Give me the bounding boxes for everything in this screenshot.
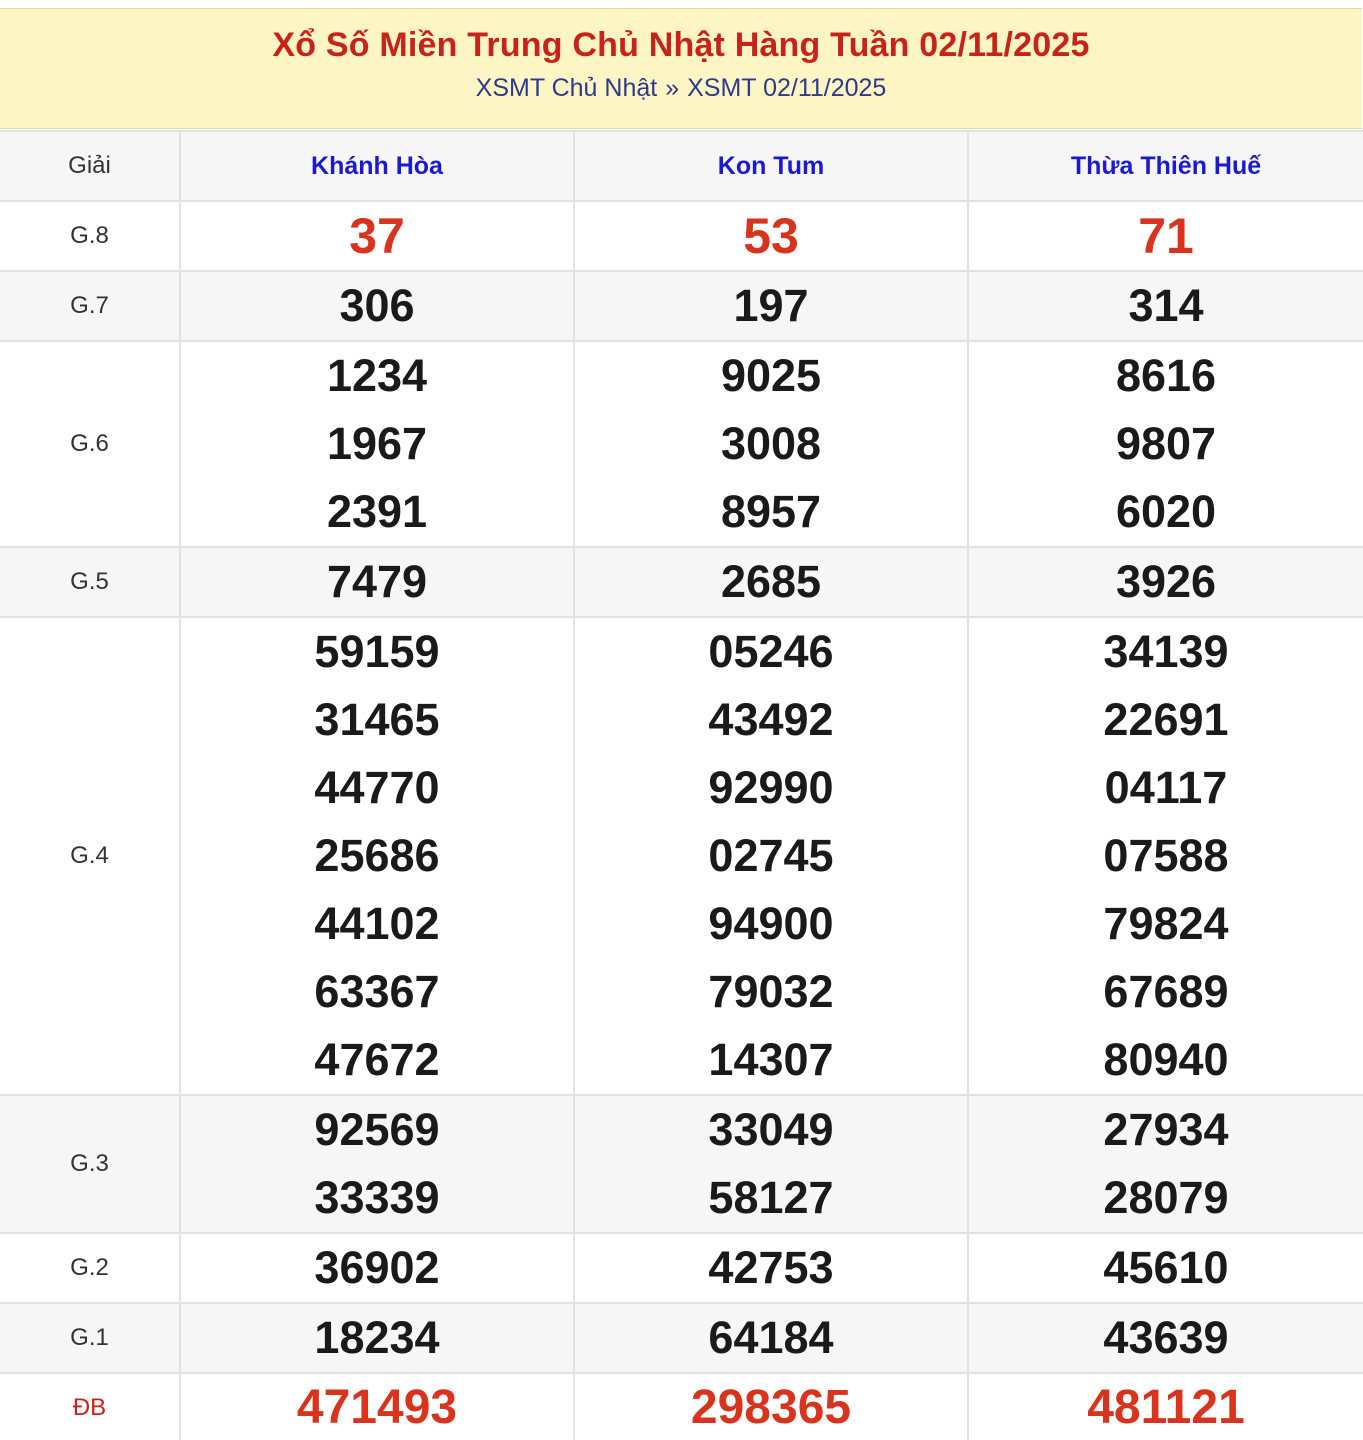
winning-number: 18234 bbox=[314, 1312, 440, 1363]
prize-cell bbox=[180, 1233, 574, 1303]
winning-number: 45610 bbox=[1103, 1242, 1229, 1293]
province-header-thua-thien-hue bbox=[968, 131, 1363, 201]
prize-label: ĐB bbox=[0, 1373, 180, 1440]
province-link-thua-thien-hue[interactable]: Thừa Thiên Huế bbox=[1070, 151, 1262, 180]
winning-number: 2391 bbox=[326, 486, 428, 537]
winning-number: 1967 bbox=[326, 418, 428, 469]
prize-label: G.2 bbox=[0, 1233, 180, 1303]
results-body bbox=[0, 201, 1363, 1440]
prize-row-g4 bbox=[0, 617, 1363, 1095]
prize-cell bbox=[968, 1095, 1363, 1233]
prize-label: G.5 bbox=[0, 547, 180, 617]
prize-label: G.3 bbox=[0, 1095, 180, 1233]
province-header-khanh-hoa bbox=[180, 131, 574, 201]
winning-number: 79032 bbox=[708, 966, 834, 1017]
prize-cell bbox=[968, 271, 1363, 341]
prize-cell bbox=[180, 1303, 574, 1373]
winning-number: 04117 bbox=[1104, 762, 1228, 813]
prize-row-g7 bbox=[0, 271, 1363, 341]
winning-number: 63367 bbox=[314, 966, 440, 1017]
winning-number: 8616 bbox=[1115, 350, 1217, 401]
prize-cell bbox=[180, 341, 574, 547]
winning-number: 80940 bbox=[1103, 1034, 1229, 1085]
winning-number: 79824 bbox=[1103, 898, 1229, 949]
winning-number: 33339 bbox=[314, 1172, 440, 1223]
winning-number: 42753 bbox=[708, 1242, 834, 1293]
winning-number: 05246 bbox=[708, 626, 834, 677]
prize-cell bbox=[180, 201, 574, 271]
page-title: Xổ Số Miền Trung Chủ Nhật Hàng Tuần 02/11/2025 bbox=[272, 26, 1090, 64]
prize-cell bbox=[968, 1373, 1363, 1440]
winning-number: 58127 bbox=[708, 1172, 834, 1223]
prize-cell bbox=[574, 1233, 968, 1303]
prize-cell bbox=[968, 1233, 1363, 1303]
winning-number: 22691 bbox=[1103, 694, 1229, 745]
prize-column-header: Giải bbox=[0, 131, 180, 201]
winning-number: 71 bbox=[1138, 208, 1194, 264]
winning-number: 47672 bbox=[314, 1034, 440, 1085]
winning-number: 67689 bbox=[1103, 966, 1229, 1017]
prize-row-g5 bbox=[0, 547, 1363, 617]
prize-cell bbox=[574, 271, 968, 341]
winning-number: 7479 bbox=[326, 556, 428, 607]
prize-row-g8 bbox=[0, 201, 1363, 271]
prize-row-g1 bbox=[0, 1303, 1363, 1373]
prize-cell bbox=[180, 617, 574, 1095]
winning-number: 33049 bbox=[708, 1104, 834, 1155]
prize-cell bbox=[968, 547, 1363, 617]
prize-cell bbox=[968, 617, 1363, 1095]
winning-number: 9025 bbox=[720, 350, 822, 401]
winning-number: 36902 bbox=[314, 1242, 440, 1293]
winning-number: 306 bbox=[339, 280, 415, 331]
winning-number: 2685 bbox=[720, 556, 822, 607]
winning-number: 31465 bbox=[314, 694, 440, 745]
winning-number: 34139 bbox=[1103, 626, 1229, 677]
prize-cell bbox=[180, 1373, 574, 1440]
winning-number: 197 bbox=[733, 280, 809, 331]
winning-number: 44770 bbox=[314, 762, 440, 813]
winning-number: 314 bbox=[1128, 280, 1204, 331]
prize-label: G.8 bbox=[0, 201, 180, 271]
prize-cell bbox=[574, 547, 968, 617]
breadcrumb-link-sunday[interactable]: XSMT Chủ Nhật bbox=[475, 74, 658, 102]
province-link-khanh-hoa[interactable]: Khánh Hòa bbox=[311, 151, 443, 180]
winning-number: 59159 bbox=[314, 626, 440, 677]
prize-cell bbox=[574, 617, 968, 1095]
prize-cell bbox=[180, 271, 574, 341]
prize-cell bbox=[968, 1303, 1363, 1373]
winning-number: 07588 bbox=[1103, 830, 1229, 881]
winning-number: 43492 bbox=[708, 694, 834, 745]
winning-number: 28079 bbox=[1103, 1172, 1229, 1223]
prize-cell bbox=[968, 201, 1363, 271]
winning-number: 481121 bbox=[1087, 1381, 1245, 1434]
winning-number: 471493 bbox=[296, 1381, 458, 1434]
prize-label: G.7 bbox=[0, 271, 180, 341]
prize-row-g3 bbox=[0, 1095, 1363, 1233]
winning-number: 92990 bbox=[708, 762, 834, 813]
winning-number: 53 bbox=[743, 208, 799, 264]
winning-number: 27934 bbox=[1103, 1104, 1229, 1155]
prize-cell bbox=[968, 341, 1363, 547]
winning-number: 6020 bbox=[1115, 486, 1217, 537]
winning-number: 3926 bbox=[1115, 556, 1217, 607]
winning-number: 64184 bbox=[708, 1312, 834, 1363]
results-table bbox=[0, 130, 1363, 1440]
winning-number: 92569 bbox=[314, 1104, 440, 1155]
winning-number: 43639 bbox=[1103, 1312, 1229, 1363]
results-header bbox=[0, 8, 1362, 129]
prize-cell bbox=[574, 201, 968, 271]
breadcrumb bbox=[0, 73, 1362, 103]
prize-label: G.1 bbox=[0, 1303, 180, 1373]
winning-number: 1234 bbox=[326, 350, 428, 401]
province-link-kon-tum[interactable]: Kon Tum bbox=[717, 151, 825, 180]
table-header-row bbox=[0, 131, 1363, 201]
winning-number: 3008 bbox=[720, 418, 822, 469]
winning-number: 9807 bbox=[1115, 418, 1217, 469]
prize-cell bbox=[574, 341, 968, 547]
winning-number: 94900 bbox=[708, 898, 834, 949]
winning-number: 37 bbox=[349, 208, 405, 264]
prize-cell bbox=[574, 1303, 968, 1373]
prize-cell bbox=[180, 1095, 574, 1233]
prize-row-g6 bbox=[0, 341, 1363, 547]
winning-number: 25686 bbox=[314, 830, 440, 881]
prize-label: G.6 bbox=[0, 341, 180, 547]
winning-number: 44102 bbox=[314, 898, 440, 949]
winning-number: 8957 bbox=[720, 486, 822, 537]
breadcrumb-separator: » bbox=[665, 74, 680, 102]
prize-cell bbox=[574, 1095, 968, 1233]
breadcrumb-link-date[interactable]: XSMT 02/11/2025 bbox=[687, 74, 887, 102]
prize-label: G.4 bbox=[0, 617, 180, 1095]
prize-row-db bbox=[0, 1373, 1363, 1440]
prize-cell bbox=[180, 547, 574, 617]
winning-number: 02745 bbox=[708, 830, 834, 881]
prize-row-g2 bbox=[0, 1233, 1363, 1303]
province-header-kon-tum bbox=[574, 131, 968, 201]
prize-cell bbox=[574, 1373, 968, 1440]
winning-number: 14307 bbox=[708, 1034, 834, 1085]
winning-number: 298365 bbox=[690, 1381, 852, 1434]
